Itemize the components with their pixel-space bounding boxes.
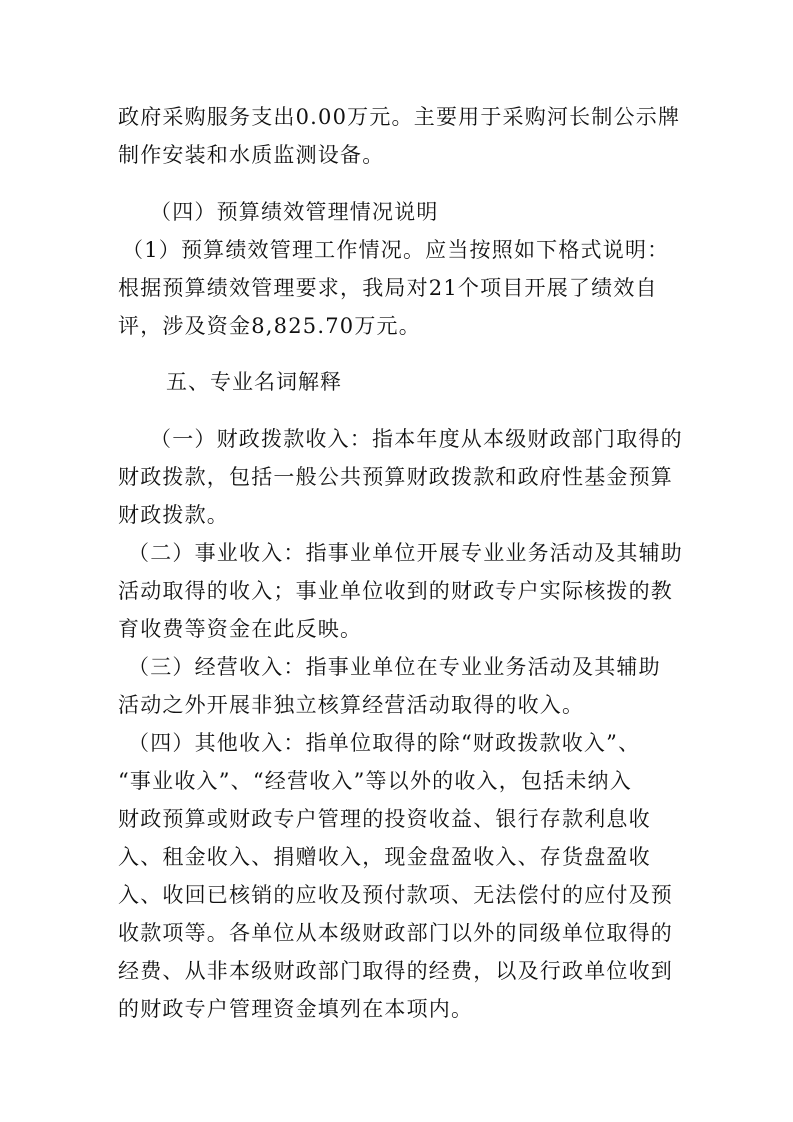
text-line: （二）事业收入：指事业单位开展专业业务活动及其辅助: [128, 541, 683, 565]
text-line: （一）财政拨款收入：指本年度从本级财政部门取得的: [150, 427, 683, 451]
text-line: 的财政专户管理资金填列在本项内。: [118, 997, 474, 1021]
text-line: “事业收入”、“经营收入”等以外的收入，包括未纳入: [118, 769, 632, 793]
text-line: 经费、从非本级财政部门取得的经费，以及行政单位收到: [118, 959, 673, 983]
text-line: 制作安装和水质监测设备。: [118, 143, 385, 167]
text-line: 收款项等。各单位从本级财政部门以外的同级单位取得的: [118, 921, 673, 945]
text-line: 财政预算或财政专户管理的投资收益、银行存款利息收: [118, 807, 651, 831]
text-line: 财政拨款，包括一般公共预算财政拨款和政府性基金预算: [118, 465, 673, 489]
text-line: 政府采购服务支出0.00万元。主要用于采购河长制公示牌: [118, 105, 681, 129]
text-line: （1）预算绩效管理工作情况。应当按照如下格式说明：: [122, 238, 670, 262]
text-line: 评，涉及资金8,825.70万元。: [118, 314, 421, 338]
text-line: 入、租金收入、捐赠收入，现金盘盈收入、存货盘盈收: [118, 845, 651, 869]
text-line: 入、收回已核销的应收及预付款项、无法偿付的应付及预: [118, 883, 673, 907]
text-line: 根据预算绩效管理要求，我局对21个项目开展了绩效自: [118, 276, 658, 300]
text-line: （四）其他收入：指单位取得的除“财政拨款收入”、: [128, 731, 641, 755]
text-line: 活动之外开展非独立核算经营活动取得的收入。: [118, 693, 585, 717]
text-line: 育收费等资金在此反映。: [118, 617, 363, 641]
text-line: （三）经营收入：指事业单位在专业业务活动及其辅助: [128, 655, 661, 679]
section-heading: 五、专业名词解释: [166, 370, 342, 394]
text-line: 财政拨款。: [118, 503, 229, 527]
text-line: 活动取得的收入；事业单位收到的财政专户实际核拨的教: [118, 579, 673, 603]
section-subheading: （四）预算绩效管理情况说明: [150, 200, 439, 224]
